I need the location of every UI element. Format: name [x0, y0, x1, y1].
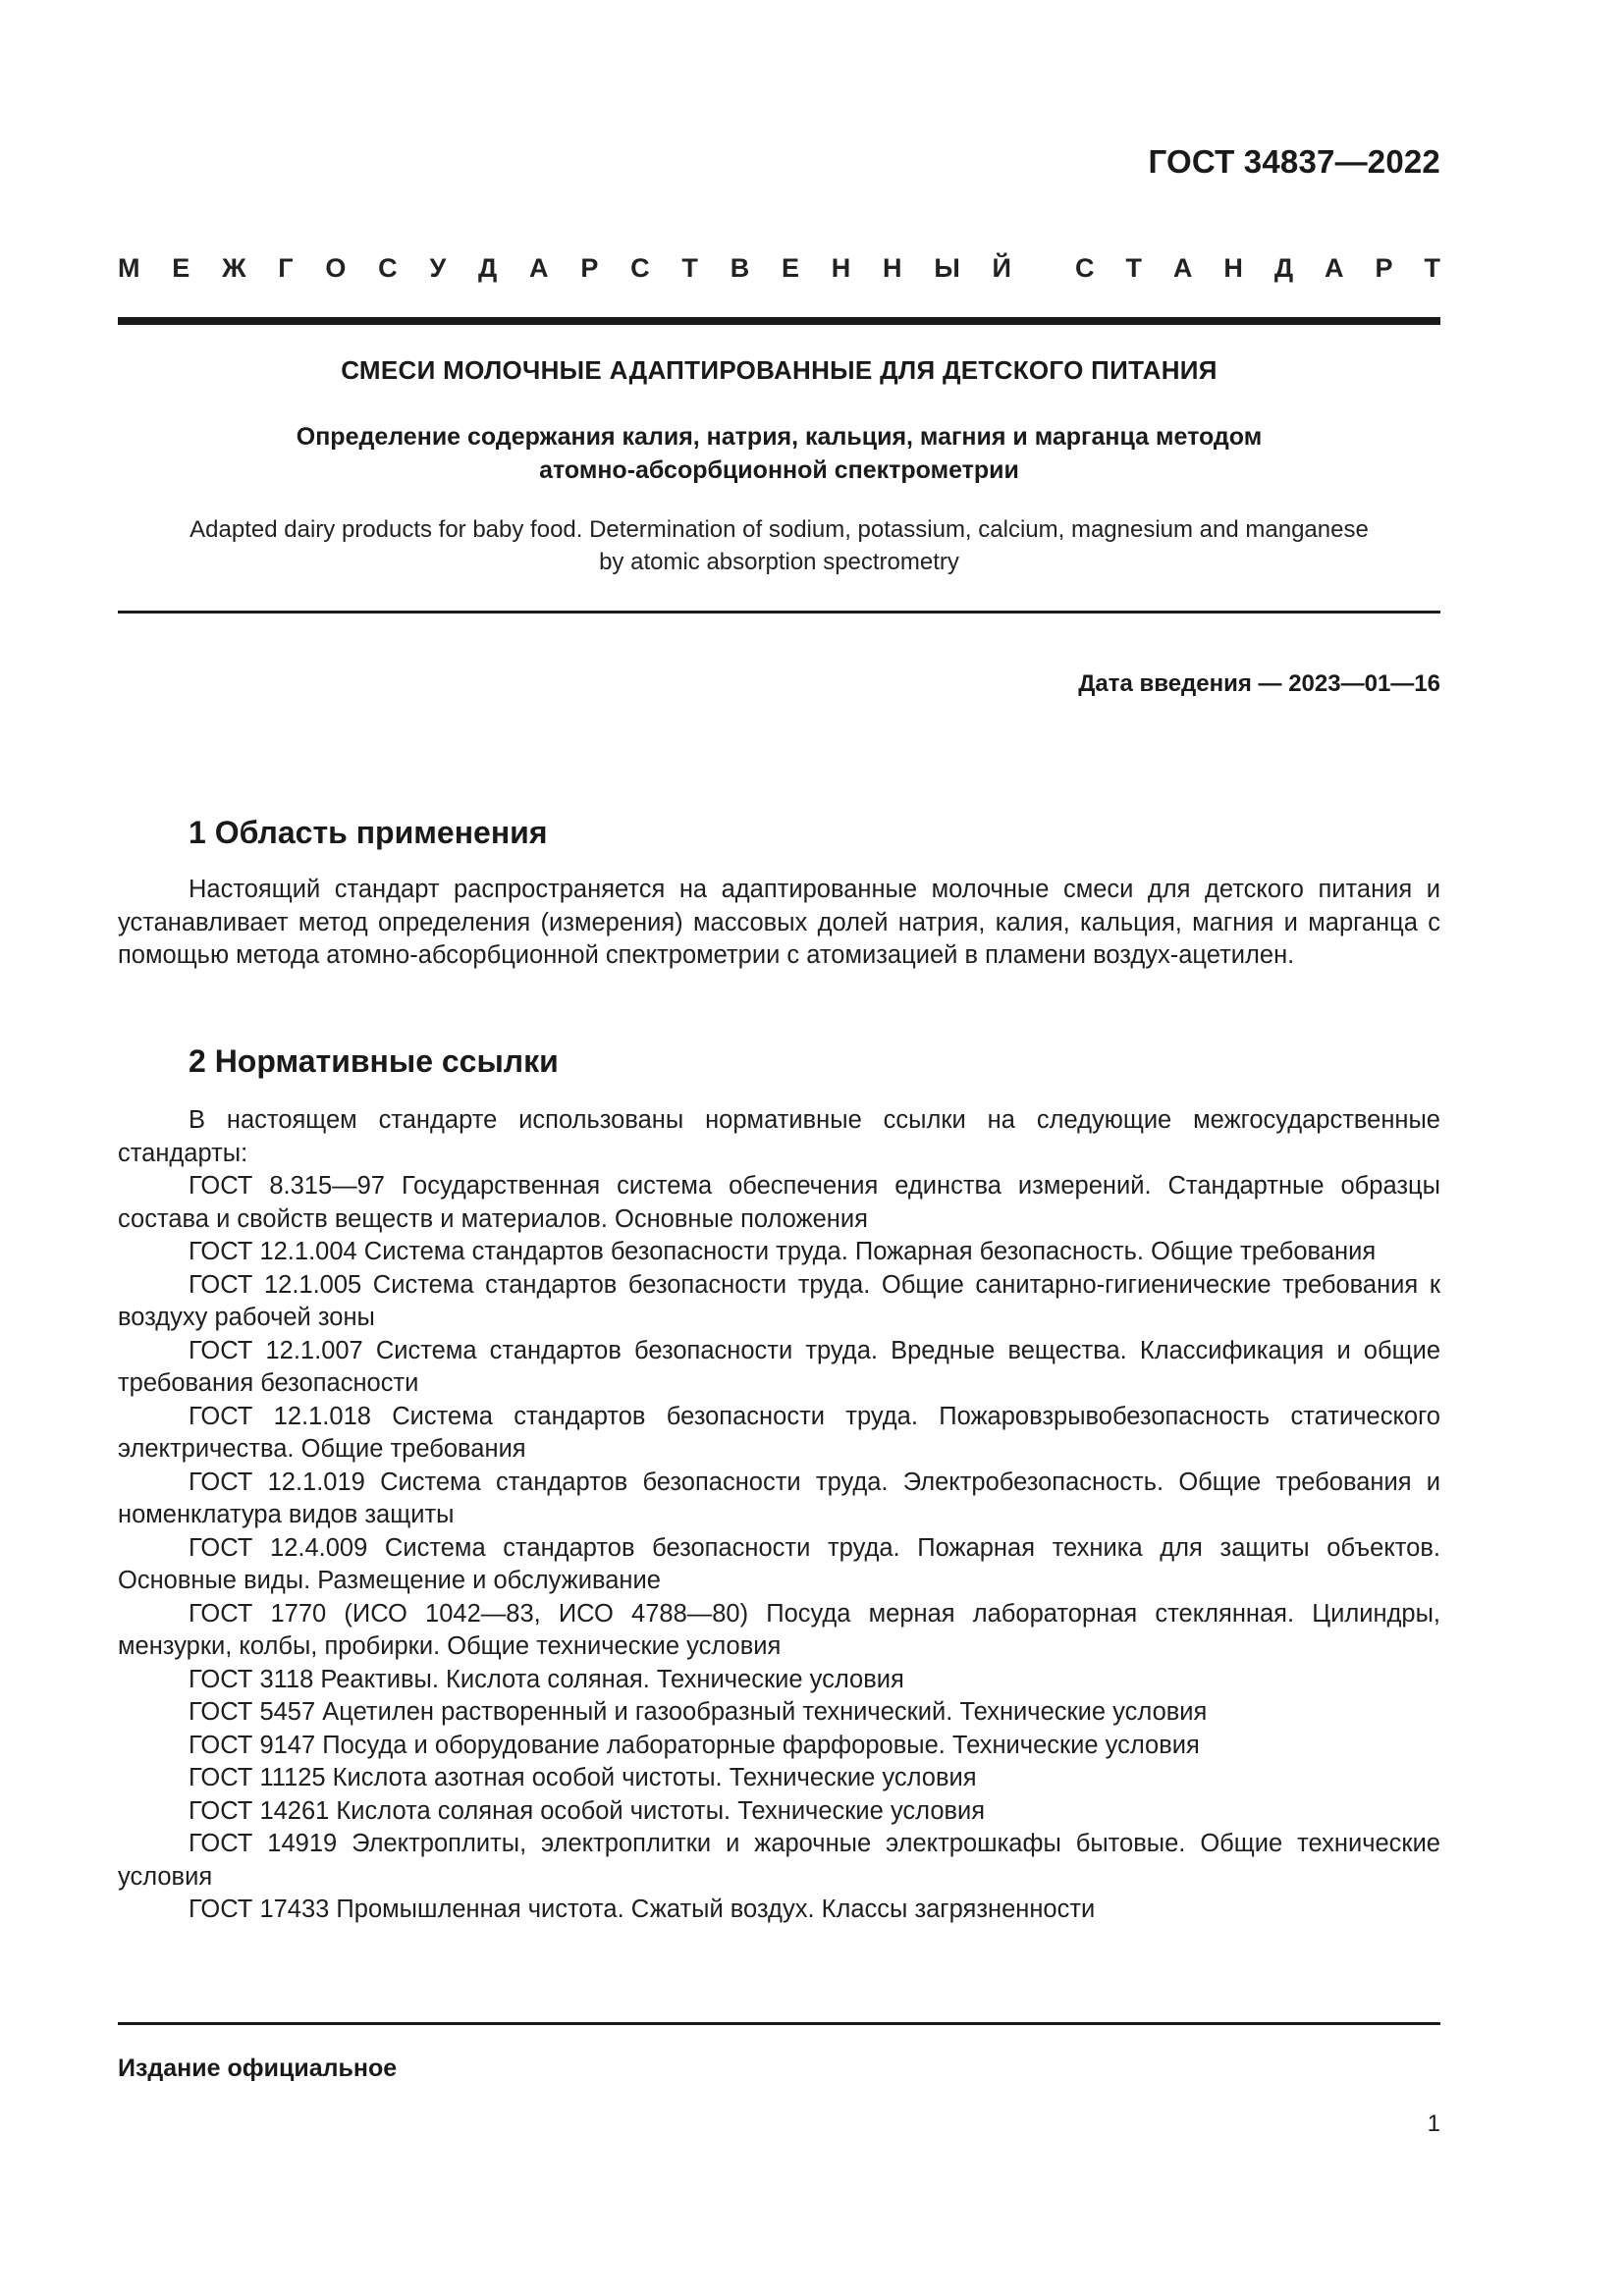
banner-letter: С	[378, 253, 398, 283]
reference-item: ГОСТ 3118 Реактивы. Кислота соляная. Технические условия	[189, 1665, 904, 1693]
document-subtitle	[118, 420, 1440, 487]
banner-letter: Р	[1375, 253, 1393, 283]
section-1-paragraph: Настоящий стандарт распространяется на адаптированные молочные смеси для детского питания и устанавливает метод определения (измерения) массовых долей натрия, калия, кальция, магния и марганца с помощью метода атомно-абсорбционной спектрометрии с атомизацией в пламени воздух-ацетилен.	[118, 876, 1440, 969]
reference-item: ГОСТ 8.315—97 Государственная система обеспечения единства измерений. Стандартные образцы состава и свойств веществ и материалов. Основные положения	[118, 1172, 1440, 1233]
reference-item: ГОСТ 12.1.004 Система стандартов безопасности труда. Пожарная безопасность. Общие требования	[189, 1238, 1377, 1265]
banner-letter: Т	[1424, 253, 1440, 283]
reference-item: ГОСТ 12.1.005 Система стандартов безопасности труда. Общие санитарно-гигиенические требования к воздуху рабочей зоны	[118, 1270, 1440, 1331]
reference-item: ГОСТ 11125 Кислота азотная особой чистоты. Технические условия	[189, 1764, 977, 1791]
reference-item: ГОСТ 14919 Электроплиты, электроплитки и жарочные электрошкафы бытовые. Общие технические условия	[118, 1830, 1440, 1891]
reference-item: ГОСТ 1770 (ИСО 1042—83, ИСО 4788—80) Посуда мерная лабораторная стеклянная. Цилиндры, мензурки, колбы, пробирки. Общие технические условия	[118, 1599, 1440, 1660]
banner-letter: Е	[172, 253, 190, 283]
banner-letter: Д	[1273, 253, 1294, 283]
subtitle-line: Определение содержания калия, натрия, кальция, магния и марганца методом	[296, 423, 1263, 451]
banner-letter: Т	[1125, 253, 1142, 283]
section-1-heading: 1 Область применения	[189, 815, 548, 850]
reference-item: ГОСТ 9147 Посуда и оборудование лабораторные фарфоровые. Технические условия	[189, 1731, 1200, 1759]
banner-letter: А	[529, 253, 549, 283]
standard-number: ГОСТ 34837—2022	[1148, 143, 1440, 180]
standard-word	[1075, 253, 1440, 284]
page-number: 1	[1427, 2110, 1440, 2137]
reference-item: ГОСТ 12.1.007 Система стандартов безопасности труда. Вредные вещества. Классификация и общие требования безопасности	[118, 1336, 1440, 1397]
banner-letter: М	[118, 253, 140, 283]
reference-item: ГОСТ 12.4.009 Система стандартов безопасности труда. Пожарная техника для защиты объектов. Основные виды. Размещение и обслуживание	[118, 1533, 1440, 1594]
banner-letter: Ы	[934, 253, 960, 283]
banner-letter: Н	[1223, 253, 1243, 283]
section-1-body	[118, 874, 1440, 973]
interstate-word	[118, 253, 1011, 284]
banner-letter: Й	[992, 253, 1011, 283]
header-thick-rule	[118, 317, 1440, 325]
document-title: СМЕСИ МОЛОЧНЫЕ АДАПТИРОВАННЫЕ ДЛЯ ДЕТСКОГО ПИТАНИЯ	[341, 355, 1218, 385]
banner-letter: У	[429, 253, 447, 283]
banner-letter: А	[1325, 253, 1344, 283]
english-title	[118, 513, 1440, 578]
banner-letter: В	[730, 253, 750, 283]
banner-letter: О	[325, 253, 347, 283]
banner-letter: Т	[681, 253, 698, 283]
reference-item: ГОСТ 14261 Кислота соляная особой чистоты. Технические условия	[189, 1796, 986, 1825]
banner-letter: Н	[883, 253, 902, 283]
subtitle-line: атомно-абсорбционной спектрометрии	[539, 456, 1019, 484]
footer-separator-rule	[118, 2022, 1440, 2025]
english-title-line: by atomic absorption spectrometry	[599, 549, 959, 575]
official-edition-label: Издание официальное	[118, 2055, 398, 2082]
section-2-heading: 2 Нормативные ссылки	[189, 1043, 559, 1079]
banner-letter: Н	[831, 253, 851, 283]
banner-letter: Г	[278, 253, 294, 283]
banner-letter: Ж	[222, 253, 246, 283]
title-separator-rule	[118, 611, 1440, 614]
interstate-standard-banner	[118, 253, 1440, 284]
reference-item: ГОСТ 12.1.018 Система стандартов безопасности труда. Пожаровзрывобезопасность статического электричества. Общие требования	[118, 1402, 1440, 1463]
banner-letter: А	[1172, 253, 1193, 283]
banner-letter: С	[1075, 253, 1095, 283]
normative-references-list	[118, 1104, 1440, 1927]
banner-letter: С	[630, 253, 650, 283]
reference-item: ГОСТ 17433 Промышленная чистота. Сжатый воздух. Классы загрязненности	[189, 1896, 1096, 1923]
banner-letter: Е	[781, 253, 799, 283]
reference-item: ГОСТ 5457 Ацетилен растворенный и газообразный технический. Технические условия	[189, 1698, 1208, 1726]
banner-letter: Д	[478, 253, 498, 283]
banner-letter: Р	[580, 253, 599, 283]
reference-item: ГОСТ 12.1.019 Система стандартов безопасности труда. Электробезопасность. Общие требования и номенклатура видов защиты	[118, 1468, 1440, 1528]
introduction-date: Дата введения — 2023—01—16	[1078, 670, 1440, 697]
english-title-line: Adapted dairy products for baby food. Determination of sodium, potassium, calcium, magnesium and manganese	[189, 516, 1369, 543]
references-intro: В настоящем стандарте использованы нормативные ссылки на следующие межгосударственные стандарты:	[118, 1106, 1440, 1167]
